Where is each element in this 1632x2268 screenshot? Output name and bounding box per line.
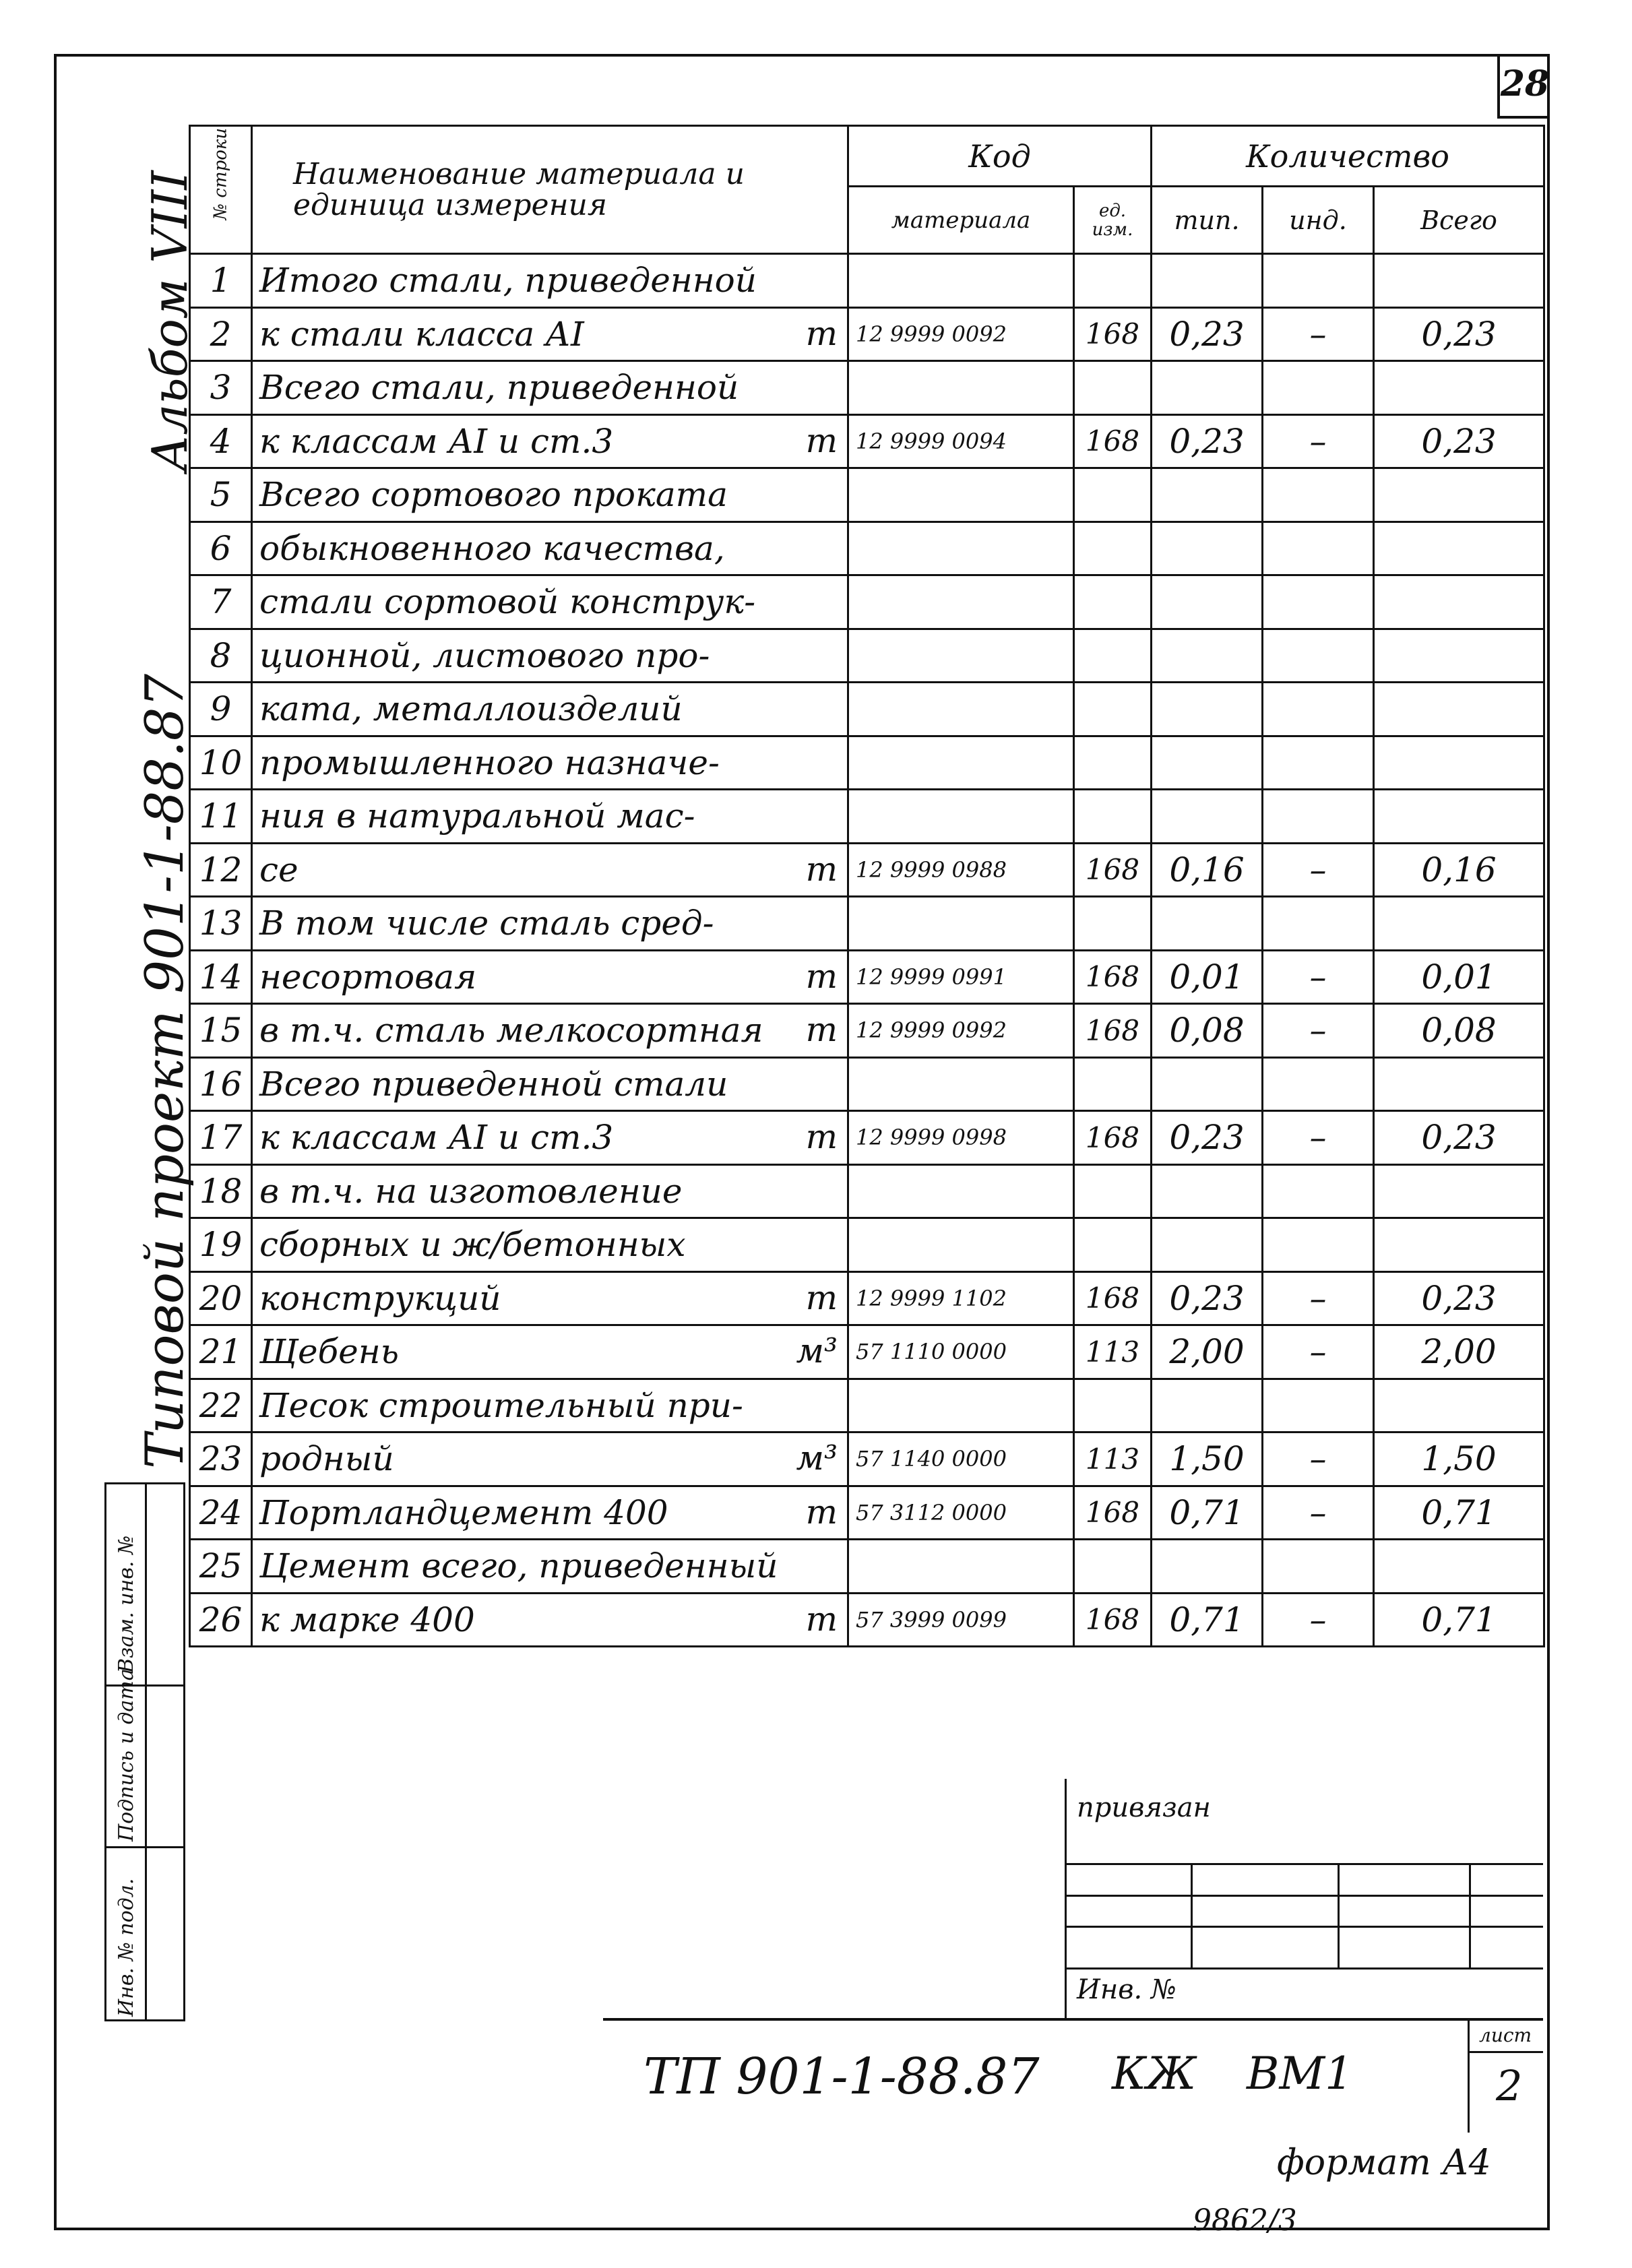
material-name (252, 254, 848, 308)
unit-code (1074, 1057, 1152, 1111)
qty-ind: – (1263, 1325, 1374, 1379)
sheet-label: лист (1479, 2024, 1532, 2046)
material-name (252, 468, 848, 522)
qty-ind (1263, 1164, 1374, 1218)
material-code (848, 361, 1074, 415)
qty-ind: – (1263, 843, 1374, 897)
sidebar-label-inv-original: Инв. № подл. (115, 1878, 138, 2017)
qty-typ: 0,23 (1152, 414, 1263, 468)
qty-typ (1152, 736, 1263, 790)
header-name: Наименование материала и единица измерения (252, 126, 848, 254)
row-number: 22 (190, 1379, 252, 1432)
material-code (848, 468, 1074, 522)
qty-total: 0,71 (1374, 1486, 1544, 1540)
doc-mark: КЖ (1112, 2048, 1197, 2100)
table-row (190, 1057, 1544, 1111)
qty-total: 0,23 (1374, 414, 1544, 468)
material-name-text: Песок строительный при- (259, 1385, 743, 1425)
unit-code (1074, 897, 1152, 951)
project-side-label: Типовой проект 901-1-88.87 (135, 674, 195, 1469)
unit-code (1074, 1218, 1152, 1272)
stamp-attached-label: привязан (1077, 1792, 1211, 1823)
material-name (252, 1325, 848, 1379)
unit-code: 168 (1074, 843, 1152, 897)
qty-typ (1152, 1057, 1263, 1111)
qty-ind (1263, 468, 1374, 522)
qty-typ (1152, 683, 1263, 736)
material-name-text: стали сортовой конструк- (259, 582, 756, 622)
qty-ind: – (1263, 414, 1374, 468)
material-name-text: в т.ч. на изготовление (259, 1171, 683, 1211)
material-code (848, 629, 1074, 683)
qty-total (1374, 736, 1544, 790)
material-code: 57 3112 0000 (848, 1486, 1074, 1540)
material-code (848, 575, 1074, 629)
qty-total: 0,08 (1374, 1004, 1544, 1058)
qty-typ: 0,23 (1152, 307, 1263, 361)
material-name (252, 361, 848, 415)
material-unit: т (805, 1278, 838, 1317)
material-name-text: Цемент всего, приведенный (259, 1546, 778, 1586)
qty-typ (1152, 1540, 1263, 1594)
qty-typ (1152, 361, 1263, 415)
row-number: 25 (190, 1540, 252, 1594)
material-name (252, 1540, 848, 1594)
qty-total (1374, 790, 1544, 844)
unit-code (1074, 361, 1152, 415)
header-code-group: Код (848, 126, 1152, 187)
table-row (190, 1540, 1544, 1594)
unit-code (1074, 575, 1152, 629)
table-row (190, 307, 1544, 361)
material-name-text: Портландцемент 400 (259, 1492, 668, 1532)
material-code (848, 254, 1074, 308)
material-name-text: несортовая (259, 957, 477, 997)
material-name-text: к марке 400 (259, 1600, 475, 1639)
row-number: 6 (190, 522, 252, 575)
header-row-no: № строки (190, 126, 252, 254)
table-row (190, 1004, 1544, 1058)
qty-typ: 1,50 (1152, 1432, 1263, 1486)
qty-typ (1152, 254, 1263, 308)
material-name-text: се (259, 850, 299, 889)
qty-typ (1152, 522, 1263, 575)
material-code (848, 1057, 1074, 1111)
qty-ind: – (1263, 307, 1374, 361)
qty-total (1374, 575, 1544, 629)
materials-table (189, 125, 1545, 1647)
qty-ind: – (1263, 1111, 1374, 1165)
material-name-text: к классам АI и ст.3 (259, 1118, 614, 1158)
material-unit: т (805, 420, 838, 460)
row-number: 13 (190, 897, 252, 951)
table-row (190, 790, 1544, 844)
material-name (252, 1111, 848, 1165)
qty-total: 1,50 (1374, 1432, 1544, 1486)
material-name-text: конструкций (259, 1278, 501, 1318)
table-row (190, 843, 1544, 897)
material-name-text: Всего приведенной стали (259, 1064, 728, 1104)
album-label: Альбом VIII (142, 170, 198, 472)
row-number: 11 (190, 790, 252, 844)
qty-typ (1152, 1379, 1263, 1432)
material-name-text: родный (259, 1439, 394, 1479)
row-number: 9 (190, 683, 252, 736)
table-row (190, 1325, 1544, 1379)
material-code (848, 790, 1074, 844)
qty-total (1374, 1379, 1544, 1432)
unit-code: 168 (1074, 1111, 1152, 1165)
table-row (190, 1432, 1544, 1486)
material-code (848, 1164, 1074, 1218)
qty-total: 0,23 (1374, 307, 1544, 361)
unit-code (1074, 1164, 1152, 1218)
row-number: 7 (190, 575, 252, 629)
material-name (252, 1379, 848, 1432)
row-number: 20 (190, 1271, 252, 1325)
table-row (190, 897, 1544, 951)
stamp-inv-no-label: Инв. № (1077, 1974, 1176, 2005)
material-unit: т (805, 956, 838, 996)
unit-code (1074, 683, 1152, 736)
doc-sheet-code: ВМ1 (1247, 2048, 1354, 2100)
qty-typ: 0,01 (1152, 950, 1263, 1004)
table-row (190, 1593, 1544, 1647)
material-name-text: Всего стали, приведенной (259, 368, 739, 408)
qty-total (1374, 629, 1544, 683)
material-code (848, 897, 1074, 951)
unit-code (1074, 254, 1152, 308)
material-name-text: В том числе сталь сред- (259, 904, 714, 943)
table-row (190, 1164, 1544, 1218)
table-row (190, 1486, 1544, 1540)
unit-code: 168 (1074, 414, 1152, 468)
material-code: 12 9999 1102 (848, 1271, 1074, 1325)
unit-code (1074, 468, 1152, 522)
qty-typ: 0,23 (1152, 1111, 1263, 1165)
qty-typ: 0,71 (1152, 1486, 1263, 1540)
row-number: 14 (190, 950, 252, 1004)
material-code: 12 9999 0094 (848, 414, 1074, 468)
sheet-number-box (1497, 54, 1550, 119)
qty-total (1374, 361, 1544, 415)
unit-code (1074, 1540, 1152, 1594)
row-number: 5 (190, 468, 252, 522)
qty-ind (1263, 1218, 1374, 1272)
format-label: формат А4 (1277, 2143, 1491, 2183)
qty-ind (1263, 683, 1374, 736)
material-name-text: Щебень (259, 1332, 399, 1372)
table-row (190, 683, 1544, 736)
qty-ind (1263, 254, 1374, 308)
row-number: 12 (190, 843, 252, 897)
material-code: 57 3999 0099 (848, 1593, 1074, 1647)
qty-total (1374, 683, 1544, 736)
material-name-text: сборных и ж/бетонных (259, 1225, 686, 1265)
material-code: 12 9999 0988 (848, 843, 1074, 897)
material-name-text: промышленного назначе- (259, 743, 720, 782)
row-number: 10 (190, 736, 252, 790)
table-row (190, 254, 1544, 308)
material-name (252, 843, 848, 897)
unit-code: 168 (1074, 1004, 1152, 1058)
material-name (252, 1057, 848, 1111)
unit-code (1074, 522, 1152, 575)
qty-total (1374, 1164, 1544, 1218)
table-row (190, 414, 1544, 468)
qty-typ (1152, 1218, 1263, 1272)
row-number: 2 (190, 307, 252, 361)
header-qty-typ: тип. (1152, 187, 1263, 254)
material-code: 12 9999 0998 (848, 1111, 1074, 1165)
row-number: 15 (190, 1004, 252, 1058)
material-code (848, 683, 1074, 736)
table-row (190, 950, 1544, 1004)
table-row (190, 575, 1544, 629)
table-row (190, 629, 1544, 683)
qty-typ (1152, 629, 1263, 683)
material-code (848, 1379, 1074, 1432)
material-name (252, 1593, 848, 1647)
table-row (190, 468, 1544, 522)
unit-code: 168 (1074, 1486, 1152, 1540)
unit-code: 168 (1074, 950, 1152, 1004)
material-name (252, 736, 848, 790)
material-code: 12 9999 0991 (848, 950, 1074, 1004)
header-code-material: материала (848, 187, 1074, 254)
table-row (190, 1218, 1544, 1272)
material-name-text: к классам АI и ст.3 (259, 421, 614, 461)
material-unit: т (805, 849, 838, 889)
material-name (252, 1218, 848, 1272)
header-qty-group: Количество (1152, 126, 1544, 187)
material-code: 12 9999 0992 (848, 1004, 1074, 1058)
qty-total: 0,23 (1374, 1111, 1544, 1165)
qty-ind: – (1263, 1486, 1374, 1540)
row-number: 19 (190, 1218, 252, 1272)
material-unit: т (805, 1010, 838, 1049)
qty-total (1374, 522, 1544, 575)
row-number: 1 (190, 254, 252, 308)
qty-total (1374, 468, 1544, 522)
qty-total: 0,23 (1374, 1271, 1544, 1325)
material-name (252, 1486, 848, 1540)
document-title-bar (603, 2018, 1543, 2133)
material-code (848, 1540, 1074, 1594)
row-number: 21 (190, 1325, 252, 1379)
material-name-text: ционной, листового про- (259, 635, 710, 675)
sheet-number: 28 (1500, 63, 1550, 104)
material-code: 12 9999 0092 (848, 307, 1074, 361)
material-code (848, 736, 1074, 790)
material-name (252, 1271, 848, 1325)
material-name (252, 629, 848, 683)
qty-ind: – (1263, 1004, 1374, 1058)
doc-code: ТП 901-1-88.87 (644, 2048, 1040, 2106)
row-number: 3 (190, 361, 252, 415)
material-name (252, 307, 848, 361)
qty-ind: – (1263, 1432, 1374, 1486)
material-code (848, 1218, 1074, 1272)
qty-total: 0,16 (1374, 843, 1544, 897)
material-name-text: ката, металлоизделий (259, 689, 683, 729)
qty-total (1374, 1540, 1544, 1594)
table-row (190, 1111, 1544, 1165)
unit-code: 113 (1074, 1432, 1152, 1486)
row-number: 8 (190, 629, 252, 683)
qty-ind (1263, 897, 1374, 951)
qty-total (1374, 1057, 1544, 1111)
material-name (252, 414, 848, 468)
unit-code: 168 (1074, 307, 1152, 361)
material-name (252, 1164, 848, 1218)
qty-ind: – (1263, 1271, 1374, 1325)
qty-typ: 0,71 (1152, 1593, 1263, 1647)
material-name (252, 575, 848, 629)
materials-table-body (190, 254, 1544, 1647)
unit-code: 168 (1074, 1593, 1152, 1647)
qty-typ: 0,08 (1152, 1004, 1263, 1058)
row-number: 23 (190, 1432, 252, 1486)
sidebar-label-replace-inv: Взам. инв. № (115, 1535, 138, 1673)
qty-ind (1263, 790, 1374, 844)
header-code-unit: ед. изм. (1074, 187, 1152, 254)
table-row (190, 736, 1544, 790)
material-name (252, 897, 848, 951)
table-row (190, 361, 1544, 415)
row-number: 26 (190, 1593, 252, 1647)
material-unit: т (805, 313, 838, 353)
material-name (252, 1004, 848, 1058)
qty-typ: 0,16 (1152, 843, 1263, 897)
qty-ind (1263, 629, 1374, 683)
qty-typ: 0,23 (1152, 1271, 1263, 1325)
qty-ind (1263, 1379, 1374, 1432)
sidebar-label-signature-date: Подпись и дата (115, 1668, 138, 1841)
archive-number: 9862/3 (1193, 2203, 1297, 2238)
qty-ind (1263, 1057, 1374, 1111)
material-name (252, 950, 848, 1004)
qty-total (1374, 1218, 1544, 1272)
material-name-text: Итого стали, приведенной (259, 261, 757, 301)
material-name-text: обыкновенного качества, (259, 528, 725, 568)
material-name (252, 522, 848, 575)
qty-ind (1263, 736, 1374, 790)
material-unit: м³ (796, 1439, 838, 1478)
qty-total (1374, 897, 1544, 951)
row-number: 4 (190, 414, 252, 468)
qty-typ (1152, 790, 1263, 844)
row-number: 18 (190, 1164, 252, 1218)
row-number: 24 (190, 1486, 252, 1540)
qty-total: 0,71 (1374, 1593, 1544, 1647)
qty-typ (1152, 575, 1263, 629)
material-code: 57 1110 0000 (848, 1325, 1074, 1379)
unit-code (1074, 1379, 1152, 1432)
material-name-text: ния в натуральной мас- (259, 796, 695, 836)
qty-ind (1263, 522, 1374, 575)
row-number: 17 (190, 1111, 252, 1165)
table-row (190, 522, 1544, 575)
header-qty-total: Всего (1374, 187, 1544, 254)
qty-total (1374, 254, 1544, 308)
qty-total: 0,01 (1374, 950, 1544, 1004)
signature-sidebar (104, 1482, 185, 2021)
table-row (190, 1379, 1544, 1432)
unit-code (1074, 736, 1152, 790)
material-name-text: к стали класса АI (259, 314, 584, 354)
qty-typ (1152, 468, 1263, 522)
qty-ind (1263, 361, 1374, 415)
qty-typ: 2,00 (1152, 1325, 1263, 1379)
material-code (848, 522, 1074, 575)
unit-code: 168 (1074, 1271, 1152, 1325)
material-name-text: Всего сортового проката (259, 475, 728, 515)
row-number: 16 (190, 1057, 252, 1111)
sheet-value: 2 (1496, 2061, 1523, 2110)
qty-typ (1152, 897, 1263, 951)
qty-typ (1152, 1164, 1263, 1218)
qty-total: 2,00 (1374, 1325, 1544, 1379)
material-unit: т (805, 1492, 838, 1532)
qty-ind (1263, 575, 1374, 629)
material-unit: т (805, 1599, 838, 1639)
unit-code (1074, 629, 1152, 683)
material-unit: м³ (796, 1331, 838, 1371)
unit-code: 113 (1074, 1325, 1152, 1379)
header-qty-ind: инд. (1263, 187, 1374, 254)
qty-ind: – (1263, 950, 1374, 1004)
qty-ind: – (1263, 1593, 1374, 1647)
material-name (252, 790, 848, 844)
unit-code (1074, 790, 1152, 844)
table-row (190, 1271, 1544, 1325)
material-name-text: в т.ч. сталь мелкосортная (259, 1011, 763, 1050)
material-name (252, 1432, 848, 1486)
qty-ind (1263, 1540, 1374, 1594)
material-code: 57 1140 0000 (848, 1432, 1074, 1486)
material-name (252, 683, 848, 736)
material-unit: т (805, 1117, 838, 1156)
